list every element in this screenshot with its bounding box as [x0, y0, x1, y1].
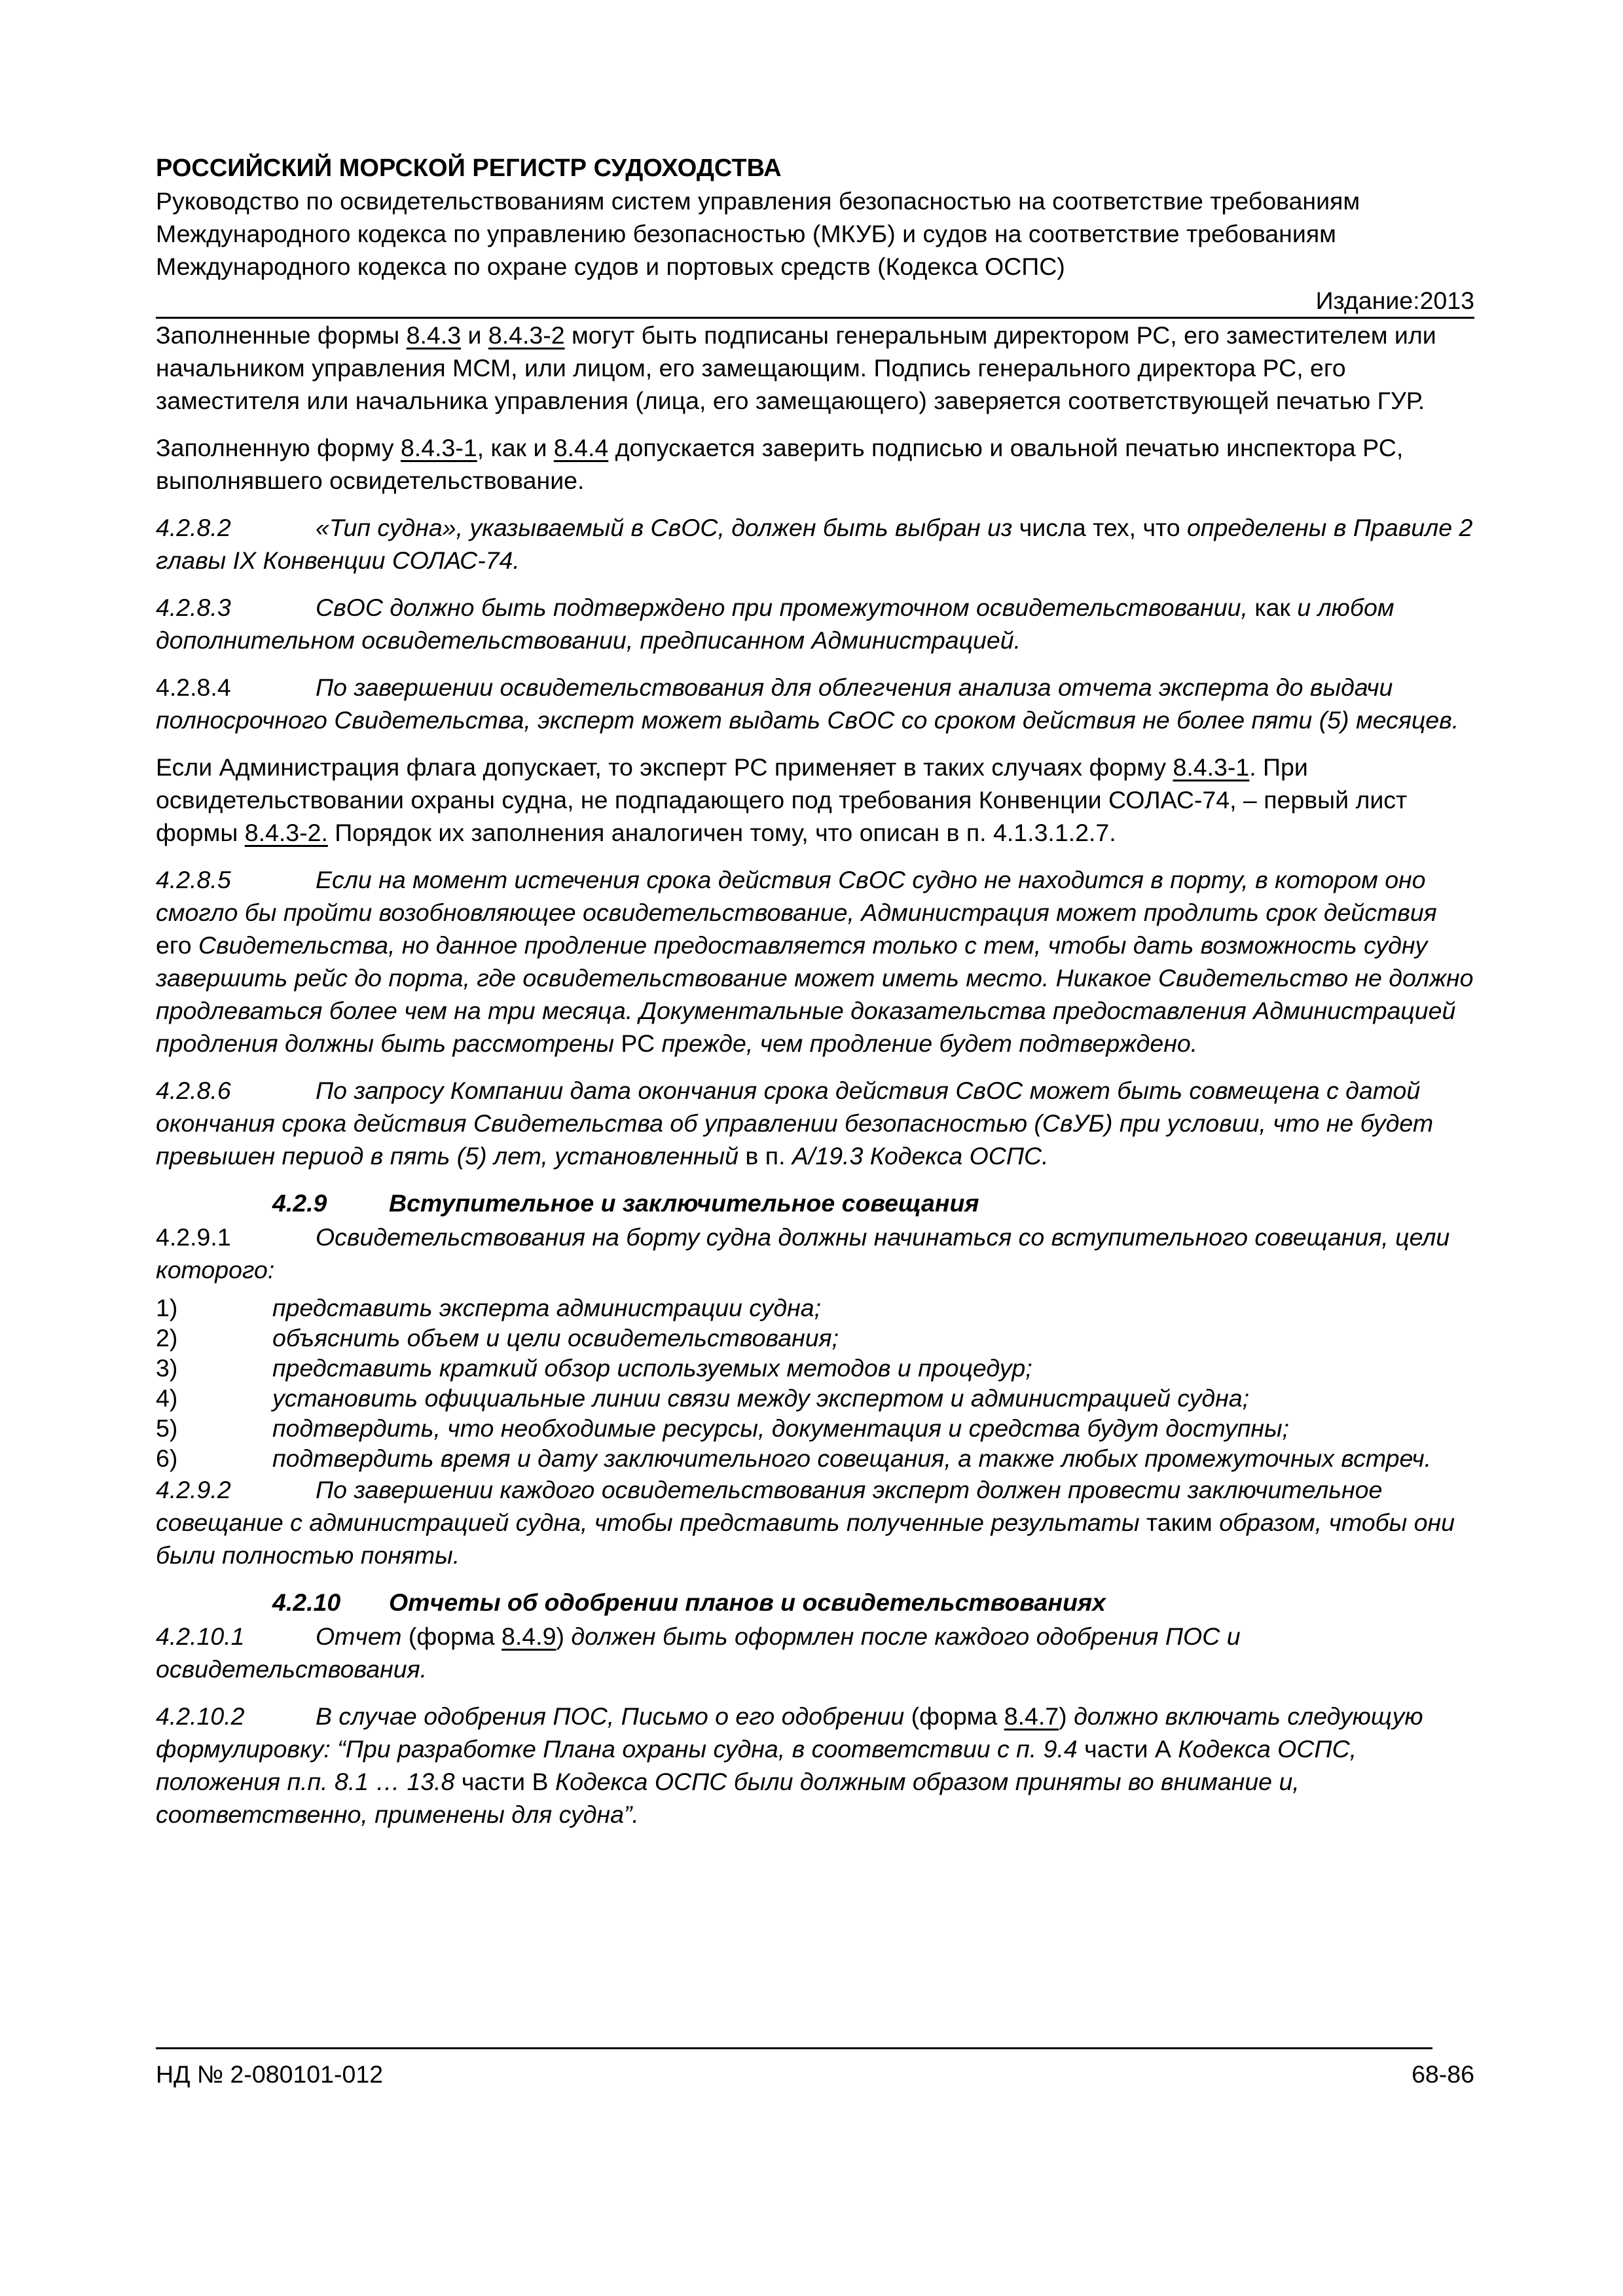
- list-item: 3) представить краткий обзор используемых методов и процедур;: [156, 1354, 1032, 1382]
- clause-4-2-9-2: 4.2.9.2 По завершении каждого освидетельствования эксперт должен провести заключительное совещание с администрацией судна, чтобы представить полученные результаты таким образом, чтобы они были полностью поняты.: [156, 1476, 1455, 1569]
- link-form-8-4-3-2b[interactable]: 8.4.3-2.: [244, 819, 328, 846]
- page-number: 68-86: [1412, 2060, 1474, 2088]
- clause-4-2-8-3: 4.2.8.3 СвОС должно быть подтверждено при промежуточном освидетельствовании, как и любом дополнительном освидетельствовании, предписанном Администрацией.: [156, 594, 1395, 654]
- org-title: РОССИЙСКИЙ МОРСКОЙ РЕГИСТР СУДОХОДСТВА: [156, 154, 782, 182]
- clause-4-2-8-4: 4.2.8.4 По завершении освидетельствования для облегчения анализа отчета эксперта до выдачи полносрочного Свидетельства, эксперт может выдать СвОС со сроком действия не более пяти (5) месяцев.: [156, 673, 1459, 734]
- link-form-8-4-3-1b[interactable]: 8.4.3-1: [1173, 753, 1250, 781]
- link-form-8-4-3[interactable]: 8.4.3: [406, 321, 462, 349]
- clause-4-2-8-5: 4.2.8.5 Если на момент истечения срока действия СвОС судно не находится в порту, в котором оно смогло бы пройти возобновляющее освидетельствование, Администрация может продлить срок действия его Свидетельства, но данное продление предоставляется только с тем, чтобы дать возможность судну завершить рейс до порта, где освидетельствование может иметь место. Никакое Свидетельство не должно продлеваться более чем на три месяца. Документальные доказательства предоставления Администрацией продления должны быть рассмотрены РС прежде, чем продление будет подтверждено.: [156, 866, 1474, 1057]
- document-number: НД № 2-080101-012: [156, 2060, 384, 2088]
- section-heading-4-2-9: 4.2.9 Вступительное и заключительное совещания: [272, 1189, 979, 1217]
- link-form-8-4-4[interactable]: 8.4.4: [553, 434, 609, 461]
- link-form-8-4-3-1[interactable]: 8.4.3-1: [400, 434, 477, 461]
- paragraph-form-stamp: Заполненную форму 8.4.3-1, как и 8.4.4 допускается заверить подписью и овальной печатью инспектора РС, выполнявшего освидетельствование.: [156, 434, 1404, 494]
- clause-4-2-8-2: 4.2.8.2 «Тип судна», указываемый в СвОС, должен быть выбран из числа тех, что определены в Правиле 2 главы IX Конвенции СОЛАС-74.: [156, 514, 1473, 574]
- list-item: 5) подтвердить, что необходимые ресурсы, документация и средства будут доступны;: [156, 1414, 1289, 1442]
- clause-4-2-9-1: 4.2.9.1 Освидетельствования на борту судна должны начинаться со вступительного совещания, цели которого:: [156, 1223, 1450, 1283]
- list-item: 1) представить эксперта администрации судна;: [156, 1294, 822, 1321]
- clause-4-2-10-1: 4.2.10.1 Отчет (форма 8.4.9) должен быть оформлен после каждого одобрения ПОС и освидетельствования.: [156, 1623, 1241, 1683]
- link-form-8-4-3-2[interactable]: 8.4.3-2: [488, 321, 565, 349]
- link-form-8-4-7[interactable]: 8.4.7: [1004, 1702, 1059, 1730]
- footer: [156, 2060, 1474, 2089]
- paragraph-forms-signing: Заполненные формы 8.4.3 и 8.4.3-2 могут быть подписаны генеральным директором РС, его заместителем или начальником управления МСМ, или лицом, его замещающим. Подпись генерального директора РС, его заместителя или начальника управления (лица, его замещающего) заверяется соответствующей печатью ГУР.: [156, 321, 1436, 414]
- paragraph-flag-administration: Если Администрация флага допускает, то эксперт РС применяет в таких случаях форму 8.4.3-1. При освидетельствовании охраны судна, не подпадающего под требования Конвенции СОЛАС-74, – первый лист формы 8.4.3-2. Порядок их заполнения аналогичен тому, что описан в п. 4.1.3.1.2.7.: [156, 753, 1408, 846]
- edition-label: Издание:2013: [1315, 287, 1474, 314]
- section-heading-4-2-10: 4.2.10 Отчеты об одобрении планов и освидетельствованиях: [272, 1588, 1106, 1616]
- list-item: 6) подтвердить время и дату заключительного совещания, а также любых промежуточных встреч.: [156, 1444, 1432, 1472]
- document-page: [156, 152, 1474, 1845]
- clause-4-2-8-6: 4.2.8.6 По запросу Компании дата окончания срока действия СвОС может быть совмещена с датой окончания срока действия Свидетельства об управлении безопасностью (СвУБ) при условии, что не будет превышен период в пять (5) лет, установленный в п. А/19.3 Кодекса ОСПС.: [156, 1077, 1434, 1170]
- header: [156, 152, 1474, 317]
- link-form-8-4-9[interactable]: 8.4.9: [501, 1623, 556, 1650]
- clause-4-2-10-2: 4.2.10.2 В случае одобрения ПОС, Письмо о его одобрении (форма 8.4.7) должно включать следующую формулировку: “При разработке Плана охраны судна, в соответствии с п. 9.4 части А Кодекса ОСПС, положения п.п. 8.1 … 13.8 части В Кодекса ОСПС были должным образом приняты во внимание и, соответственно, применены для судна”.: [156, 1702, 1423, 1828]
- meeting-goals-list: [156, 1293, 1474, 1473]
- footer-rule: [156, 2047, 1432, 2049]
- list-item: 4) установить официальные линии связи между экспертом и администрацией судна;: [156, 1384, 1249, 1412]
- list-item: 2) объяснить объем и цели освидетельствования;: [156, 1324, 839, 1352]
- document-subtitle: Руководство по освидетельствованиям систем управления безопасностью на соответствие требованиям Международного кодекса по управлению безопасностью (МКУБ) и судов на соответствие требованиям Международного кодекса по охране судов и портовых средств (Кодекса ОСПС): [156, 187, 1360, 280]
